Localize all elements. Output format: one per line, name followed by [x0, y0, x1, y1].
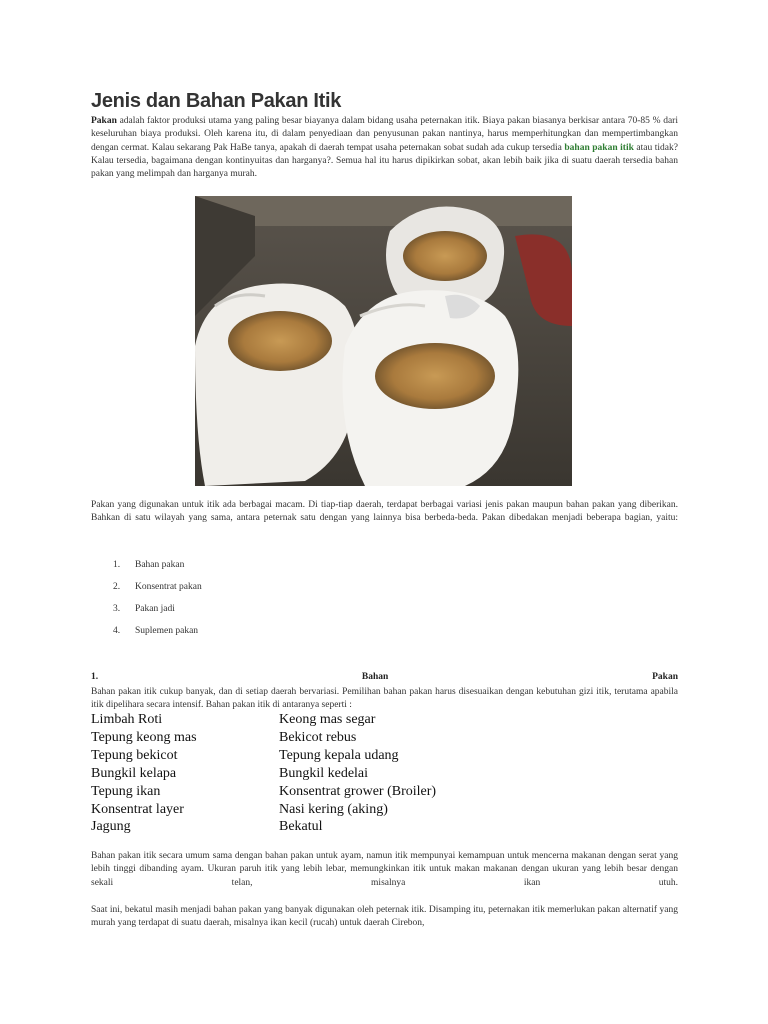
bahan-pakan-itik-link[interactable]: bahan pakan itik [564, 142, 634, 153]
ingredient-cell: Nasi kering (aking) [279, 801, 388, 817]
ingredient-cell: Konsentrat grower (Broiler) [279, 783, 437, 799]
ingredient-cell: Bekicot rebus [279, 729, 357, 745]
ingredient-cell: Bekatul [279, 819, 323, 835]
ingredient-cell: Tepung keong mas [91, 729, 197, 745]
feed-types-list [91, 558, 391, 646]
comparison-paragraph: Bahan pakan itik secara umum sama dengan bahan pakan untuk ayam, namun itik mempunyai kemampuan untuk mencerna makanan dengan serat yang lebih tinggi dibanding ayam. Ukuran paruh itik yang lebih lebar, memungkinkan itik untuk makan makanan dengan ukuran yang lebih besar dengan sekali telan, misalnya ikan utuh. [91, 851, 678, 888]
bekatul-paragraph: Saat ini, bekatul masih menjadi bahan pakan yang banyak digunakan oleh peternak itik. Disamping itu, peternakan itik memerlukan pakan alternatif yang murah yang terdapat di suatu daerah, misalnya ikan kecil (rucah) untuk daerah Cirebon, [91, 905, 678, 929]
ingredients-table [91, 711, 511, 836]
ingredient-cell: Bungkil kelapa [91, 765, 177, 781]
feed-sacks-photo [195, 196, 572, 486]
ingredient-cell: Jagung [91, 819, 131, 835]
ingredient-cell: Konsentrat layer [91, 801, 184, 817]
list-item: 2. Konsentrat pakan [113, 582, 202, 592]
ingredient-cell: Keong mas segar [279, 712, 376, 727]
ingredient-cell: Limbah Roti [91, 712, 163, 727]
feed-sacks-image [195, 196, 572, 486]
ingredient-cell: Tepung ikan [91, 783, 161, 799]
intro-bold-word: Pakan [91, 116, 117, 126]
section-number: 1. [91, 672, 99, 682]
types-paragraph: Pakan yang digunakan untuk itik ada berbagai macam. Di tiap-tiap daerah, terdapat berbagai variasi jenis pakan maupun bahan pakan yang diberikan. Bahkan di satu wilayah yang sama, antara peternak satu dengan yang lainnya bisa berbeda-beda. Pakan dibedakan menjadi beberapa bagian, yaitu: [91, 500, 678, 524]
ingredient-cell: Bungkil kedelai [279, 765, 369, 781]
intro-text-1: adalah faktor produksi utama yang paling besar biayanya dalam bidang usaha peternakan itik. Biaya pakan biasanya berkisar antara 70-85 % dari keseluruhan biaya produksi. Oleh karena itu, di dalam penyediaan dan penyusunan pakan nantinya, harus memperhitungkan dan mempertimbangkan dengan cermat. Kalau sekarang Pak HaBe tanya, apakah di daerah tempat usaha peternakan sobat sudah ada cukup tersedia [91, 116, 678, 153]
section-1-heading [91, 672, 678, 682]
list-item: 3. Pakan jadi [113, 604, 175, 614]
intro-text-2: atau tidak? Kalau tersedia, bagaimana dengan kontinyuitas dan harganya?. Semua hal itu harus dipikirkan sobat, akan lebih baik jika di suatu daerah tersedia bahan pakan yang melimpah dan harganya murah. [91, 142, 678, 180]
section-word-1: Bahan [361, 672, 389, 682]
intro-paragraph [91, 115, 678, 181]
list-item: 4. Suplemen pakan [113, 626, 199, 636]
section-1-paragraph: Bahan pakan itik cukup banyak, dan di setiap daerah bervariasi. Pemilihan bahan pakan harus disesuaikan dengan kebutuhan gizi itik, terutama apabila itik dipelihara secara intensif. Bahan pakan itik di antaranya seperti : [91, 687, 678, 711]
ingredient-cell: Tepung kepala udang [279, 747, 399, 763]
section-word-2: Pakan [652, 672, 678, 682]
ingredient-cell: Tepung bekicot [91, 747, 178, 763]
page-title: Jenis dan Bahan Pakan Itik [91, 90, 342, 112]
list-item: 1. Bahan pakan [113, 560, 185, 570]
